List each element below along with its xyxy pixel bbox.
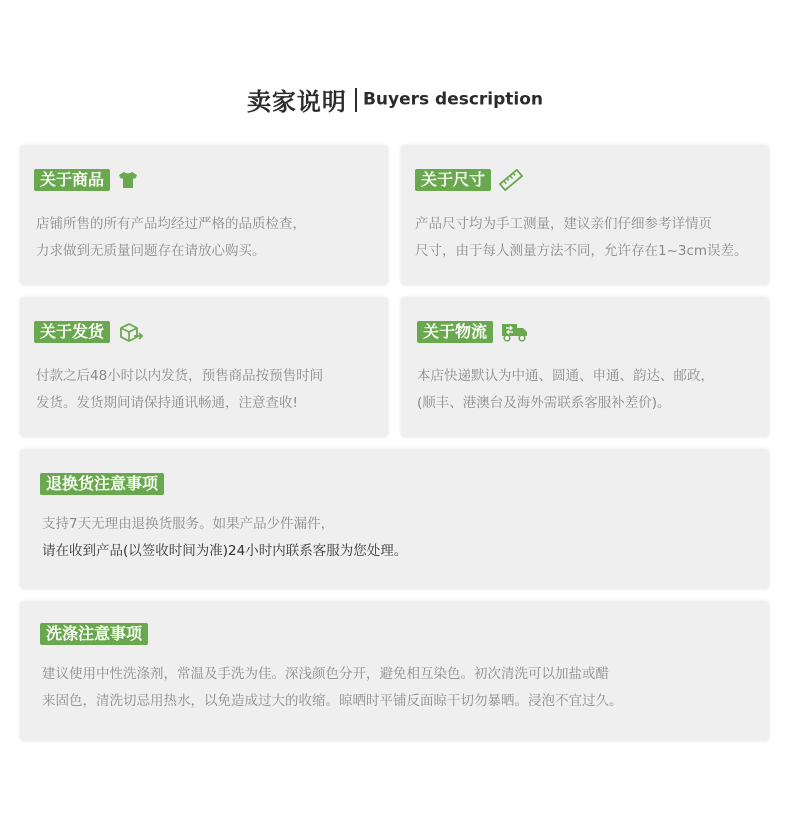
tag-logistics: 关于物流 <box>417 321 493 343</box>
size-description <box>415 211 748 265</box>
truck-icon <box>501 322 529 342</box>
size-line-1: 产品尺寸均为手工测量，建议亲们仔细参考详情页 <box>415 216 712 232</box>
page-title-en: Buyers description <box>362 89 544 110</box>
card-size <box>401 145 769 285</box>
shipping-description <box>36 363 323 417</box>
logistics-line-2: (顺丰、港澳台及海外需联系客服补差价)。 <box>417 395 671 411</box>
product-line-1: 店铺所售的所有产品均经过严格的品质检查， <box>36 216 306 232</box>
washing-description <box>42 661 623 715</box>
card-shipping <box>20 297 388 437</box>
product-line-2: 力求做到无质量问题存在请放心购买。 <box>36 243 266 259</box>
washing-line-2: 来固色，清洗切忌用热水，以免造成过大的收缩。晾晒时平铺反面晾干切勿暴晒。浸泡不宜过久。 <box>42 693 623 709</box>
tshirt-icon <box>118 171 138 189</box>
returns-line-1: 支持7天无理由退换货服务。如果产品少件漏件， <box>42 516 335 532</box>
tag-shipping: 关于发货 <box>34 321 110 343</box>
tag-returns: 退换货注意事项 <box>40 473 164 495</box>
product-description <box>36 211 306 265</box>
tag-size: 关于尺寸 <box>415 169 491 191</box>
returns-description <box>42 511 407 565</box>
shipping-line-2: 发货。发货期间请保持通讯畅通，注意查收! <box>36 395 298 411</box>
size-line-2: 尺寸，由于每人测量方法不同，允许存在1~3cm误差。 <box>415 243 748 259</box>
tag-washing: 洗涤注意事项 <box>40 623 148 645</box>
page-title-cn: 卖家说明 <box>246 88 347 116</box>
page-header <box>0 82 790 117</box>
returns-line-2: 请在收到产品(以签收时间为准)24小时内联系客服为您处理。 <box>42 543 408 559</box>
card-returns <box>20 449 769 589</box>
ruler-icon <box>499 169 523 191</box>
card-product <box>20 145 388 285</box>
logistics-description <box>417 363 714 417</box>
card-washing <box>20 601 769 741</box>
logistics-line-1: 本店快递默认为中通、圆通、申通、韵达、邮政， <box>417 368 714 384</box>
washing-line-1: 建议使用中性洗涤剂，常温及手洗为佳。深浅颜色分开，避免相互染色。初次清洗可以加盐或醋 <box>42 666 609 682</box>
card-logistics <box>401 297 769 437</box>
shipping-line-1: 付款之后48小时以内发货，预售商品按预售时间 <box>36 368 324 384</box>
tag-product: 关于商品 <box>34 169 110 191</box>
title-divider <box>355 88 357 112</box>
package-icon <box>118 321 144 343</box>
